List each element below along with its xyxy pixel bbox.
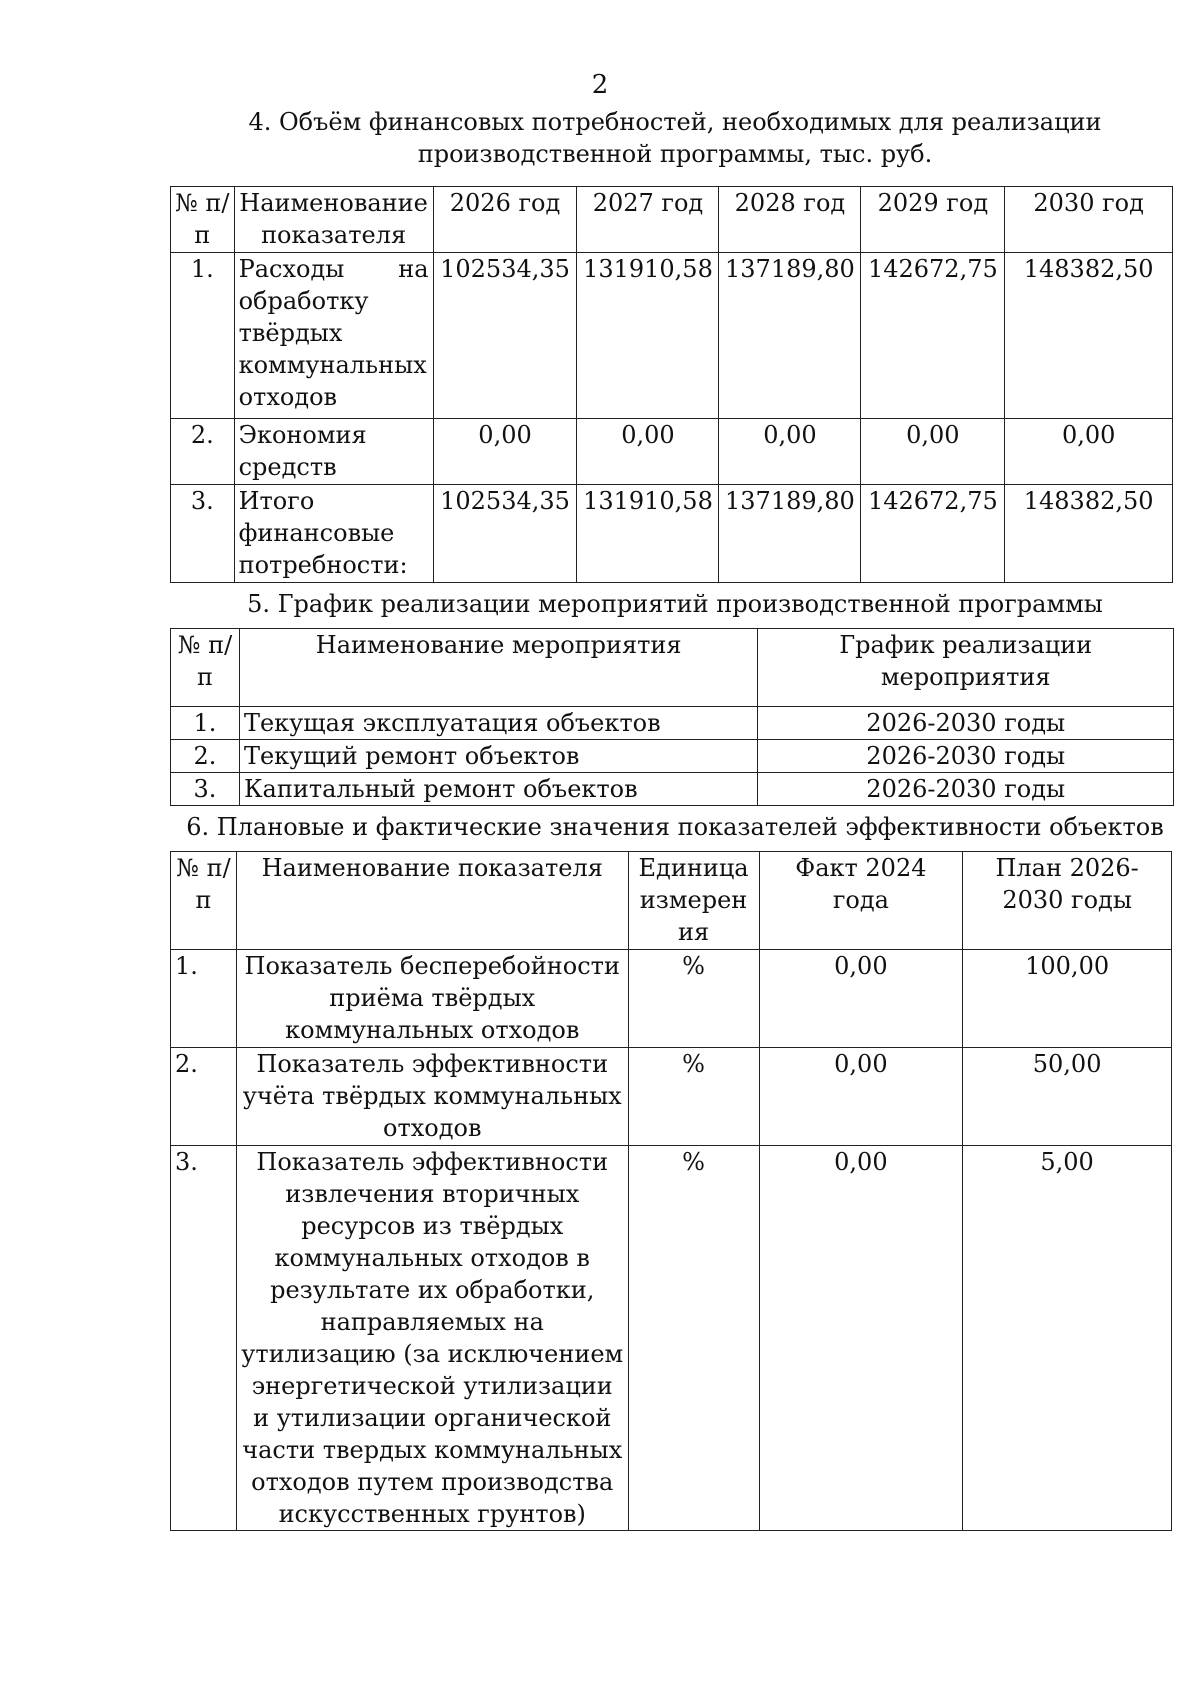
- row-value: 0,00: [861, 419, 1005, 485]
- row-num: 3.: [171, 1146, 237, 1531]
- row-num: 2.: [171, 1048, 237, 1146]
- section6-heading: 6. Плановые и фактические значения показателей эффективности объектов: [186, 813, 1164, 841]
- table-row: [171, 1048, 1172, 1146]
- header-name: Наименование показателя: [234, 187, 433, 253]
- row-value: 148382,50: [1005, 485, 1173, 583]
- row-value: 0,00: [719, 419, 861, 485]
- table-header-row: [171, 629, 1174, 707]
- table-row: [171, 253, 1173, 419]
- header-name: Наименование мероприятия: [239, 629, 757, 707]
- row-name: Расходы на обработку твёрдых коммунальных отходов: [234, 253, 433, 419]
- row-unit: %: [628, 1048, 759, 1146]
- header-plan: План 2026-2030 годы: [963, 852, 1172, 950]
- row-fact: 0,00: [759, 1048, 963, 1146]
- row-value: 102534,35: [433, 485, 577, 583]
- schedule-table: [170, 628, 1174, 806]
- financial-needs-table: [170, 186, 1173, 583]
- section4-heading-line1: 4. Объём финансовых потребностей, необходимых для реализации: [248, 108, 1102, 136]
- row-num: 2.: [171, 740, 240, 773]
- row-num: 1.: [171, 253, 235, 419]
- row-fact: 0,00: [759, 950, 963, 1048]
- section4-heading-line2: производственной программы, тыс. руб.: [417, 140, 933, 168]
- table-row: [171, 1146, 1172, 1531]
- header-num: № п/п: [171, 852, 237, 950]
- row-num: 1.: [171, 950, 237, 1048]
- row-schedule: 2026-2030 годы: [758, 707, 1174, 740]
- row-value: 142672,75: [861, 485, 1005, 583]
- row-num: 3.: [171, 773, 240, 806]
- table-row: [171, 707, 1174, 740]
- row-value: 0,00: [433, 419, 577, 485]
- row-plan: 50,00: [963, 1048, 1172, 1146]
- row-unit: %: [628, 1146, 759, 1531]
- efficiency-indicators-table: [170, 851, 1172, 1531]
- row-name: Итого финансовые потребности:: [234, 485, 433, 583]
- row-value: 131910,58: [577, 485, 719, 583]
- row-value: 148382,50: [1005, 253, 1173, 419]
- table-header-row: [171, 852, 1172, 950]
- row-value: 137189,80: [719, 253, 861, 419]
- row-name: Показатель эффективности извлечения вторичных ресурсов из твёрдых коммунальных отходов в результате их обработки, направляемых на утилизацию (за исключением энергетической утилизации и утилизации органической части твердых коммунальных отходов путем производства искусственных грунтов): [236, 1146, 628, 1531]
- header-unit: Единица измерен ия: [628, 852, 759, 950]
- row-num: 2.: [171, 419, 235, 485]
- table-row: [171, 485, 1173, 583]
- header-year: 2027 год: [577, 187, 719, 253]
- row-name: Текущая эксплуатация объектов: [239, 707, 757, 740]
- header-num: № п/п: [171, 629, 240, 707]
- row-value: 131910,58: [577, 253, 719, 419]
- row-unit: %: [628, 950, 759, 1048]
- row-schedule: 2026-2030 годы: [758, 740, 1174, 773]
- row-num: 1.: [171, 707, 240, 740]
- row-plan: 100,00: [963, 950, 1172, 1048]
- header-year: 2029 год: [861, 187, 1005, 253]
- table-header-row: [171, 187, 1173, 253]
- row-value: 142672,75: [861, 253, 1005, 419]
- section5-heading: 5. График реализации мероприятий производственной программы: [247, 590, 1103, 618]
- row-value: 0,00: [1005, 419, 1173, 485]
- row-value: 0,00: [577, 419, 719, 485]
- row-name: Показатель эффективности учёта твёрдых коммунальных отходов: [236, 1048, 628, 1146]
- row-name: Капитальный ремонт объектов: [239, 773, 757, 806]
- table-row: [171, 950, 1172, 1048]
- table-row: [171, 773, 1174, 806]
- page-number: 2: [591, 70, 609, 100]
- row-name: Показатель бесперебойности приёма твёрдых коммунальных отходов: [236, 950, 628, 1048]
- row-value: 102534,35: [433, 253, 577, 419]
- header-num: № п/п: [171, 187, 235, 253]
- header-year: 2030 год: [1005, 187, 1173, 253]
- table-row: [171, 740, 1174, 773]
- row-name: Экономия средств: [234, 419, 433, 485]
- row-schedule: 2026-2030 годы: [758, 773, 1174, 806]
- header-name: Наименование показателя: [236, 852, 628, 950]
- table-row: [171, 419, 1173, 485]
- header-schedule: График реализации мероприятия: [758, 629, 1174, 707]
- row-plan: 5,00: [963, 1146, 1172, 1531]
- row-num: 3.: [171, 485, 235, 583]
- row-fact: 0,00: [759, 1146, 963, 1531]
- header-year: 2026 год: [433, 187, 577, 253]
- row-name: Текущий ремонт объектов: [239, 740, 757, 773]
- header-year: 2028 год: [719, 187, 861, 253]
- row-value: 137189,80: [719, 485, 861, 583]
- header-fact: Факт 2024 года: [759, 852, 963, 950]
